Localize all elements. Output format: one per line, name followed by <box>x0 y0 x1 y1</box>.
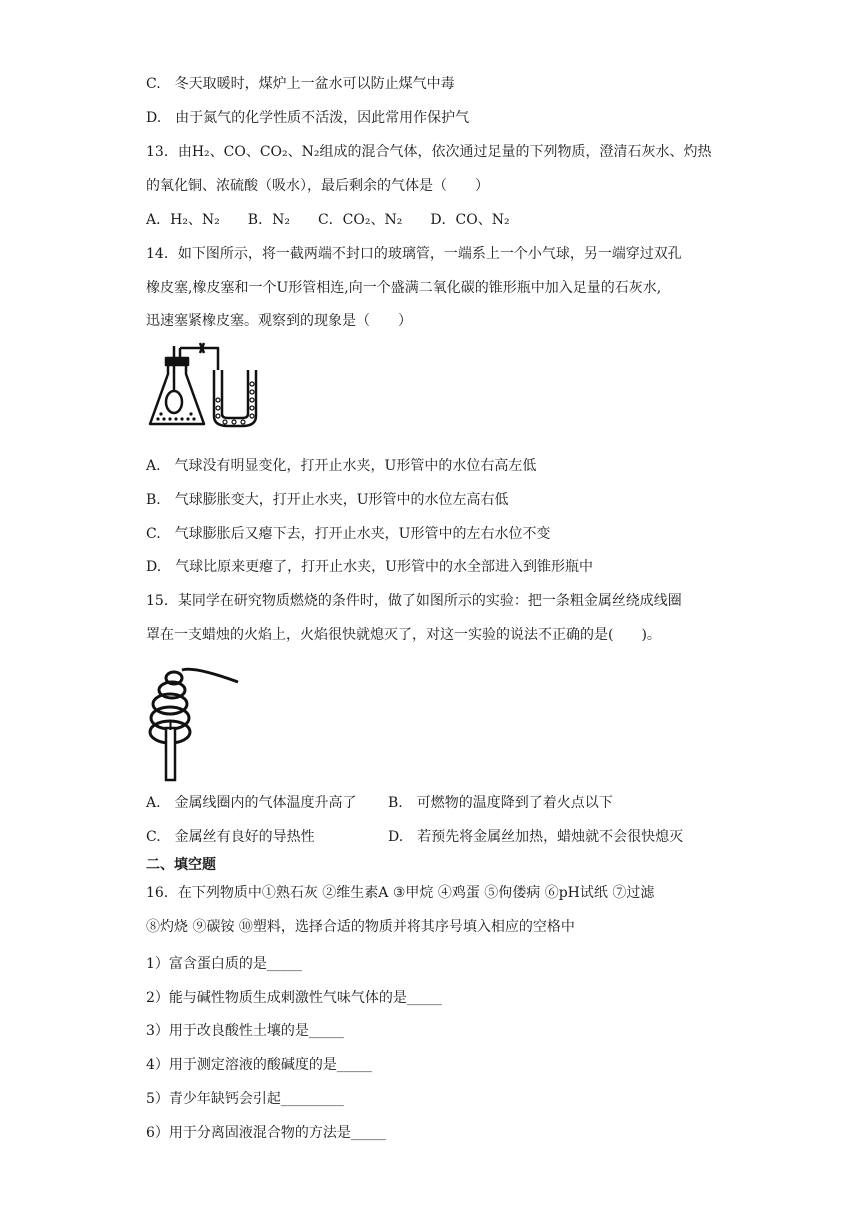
q14-option-b: B. 气球膨胀变大，打开止水夹，U形管中的水位左高右低 <box>146 492 509 508</box>
q15-option-c: C. 金属丝有良好的导热性 <box>146 829 315 845</box>
q15-stem-line1: 15．某同学在研究物质燃烧的条件时，做了如图所示的实验：把一条粗金属丝绕成线圈 <box>146 593 682 609</box>
q15-option-b: B. 可燃物的温度降到了着火点以下 <box>388 795 613 811</box>
q16-item-2: 2）能与碱性物质生成剌激性气味气体的是_____ <box>146 990 442 1006</box>
q16-item-1: 1）富含蛋白质的是_____ <box>146 956 302 972</box>
section-heading-fill-in: 二、填空题 <box>146 857 216 873</box>
q16-item-5: 5）青少年缺钙会引起_________ <box>146 1091 344 1107</box>
q16-item-4: 4）用于测定溶液的酸碱度的是_____ <box>146 1057 372 1073</box>
q15-option-d: D. 若预先将金属丝加热，蜡烛就不会很快熄灭 <box>388 829 684 845</box>
flask-utube-figure <box>146 340 276 430</box>
q14-stem-line1: 14．如下图所示，将一截两端不封口的玻璃管，一端系上一个小气球，另一端穿过双孔 <box>146 246 682 262</box>
q12-option-c: C. 冬天取暖时，煤炉上一盆水可以防止煤气中毒 <box>146 76 455 92</box>
q14-option-a: A. 气球没有明显变化，打开止水夹，U形管中的水位右高左低 <box>146 458 537 474</box>
q13-stem-line1: 13．由H₂、CO、CO₂、N₂组成的混合气体，依次通过足量的下列物质，澄清石灰水、灼热 <box>146 144 712 160</box>
q16-stem-line1: 16．在下列物质中①熟石灰 ②维生素A ③甲烷 ④鸡蛋 ⑤佝偻病 ⑥pH试纸 ⑦过滤 <box>146 885 655 901</box>
q14-stem-line3: 迅速塞紧橡皮塞。观察到的现象是（ ） <box>146 313 412 329</box>
q13-options: A．H₂、N₂ B．N₂ C．CO₂、N₂ D．CO、N₂ <box>146 212 510 228</box>
q14-option-c: C. 气球膨胀后又瘪下去，打开止水夹，U形管中的左右水位不变 <box>146 526 551 542</box>
q12-option-d: D. 由于氮气的化学性质不活泼，因此常用作保护气 <box>146 110 470 126</box>
q14-stem-line2: 橡皮塞,橡皮塞和一个U形管相连,向一个盛满二氧化碳的锥形瓶中加入足量的石灰水, <box>146 280 662 296</box>
q15-option-a: A. 金属线圈内的气体温度升高了 <box>146 795 357 811</box>
q15-stem-line2: 罩在一支蜡烛的火焰上，火焰很快就熄灭了，对这一实验的说法不正确的是( )。 <box>146 627 661 643</box>
q16-item-3: 3）用于改良酸性土壤的是_____ <box>146 1023 344 1039</box>
q13-stem-line2: 的氧化铜、浓硫酸（吸水），最后剩余的气体是（ ） <box>146 178 489 194</box>
q14-option-d: D. 气球比原来更瘪了，打开止水夹，U形管中的水全部进入到锥形瓶中 <box>146 559 593 575</box>
q16-item-6: 6）用于分离固液混合物的方法是_____ <box>146 1125 386 1141</box>
q16-stem-line2: ⑧灼烧 ⑨碳铵 ⑩塑料，选择合适的物质并将其序号填入相应的空格中 <box>146 919 575 935</box>
coil-candle-figure <box>146 656 242 782</box>
